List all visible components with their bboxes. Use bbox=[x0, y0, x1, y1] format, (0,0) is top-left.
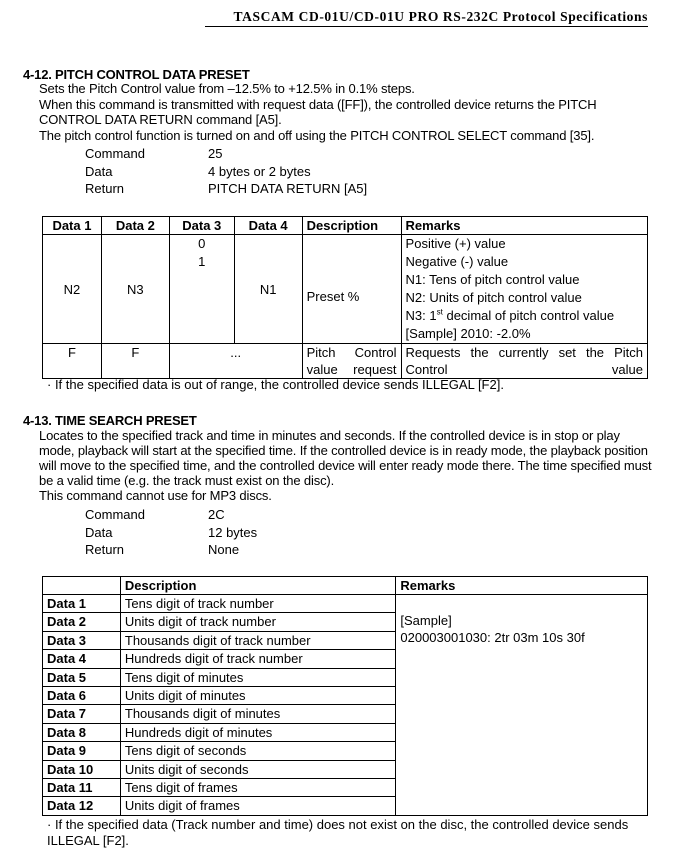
column-header: Data 1 bbox=[43, 217, 102, 235]
remark-text: decimal of pitch control value bbox=[442, 308, 615, 323]
row-description: Tens digit of minutes bbox=[120, 668, 395, 686]
spec-value: PITCH DATA RETURN [A5] bbox=[208, 181, 368, 196]
command-spec bbox=[85, 506, 257, 559]
cell-remarks: Requests the currently set the Pitch Control value bbox=[401, 344, 647, 379]
row-description: Tens digit of track number bbox=[120, 595, 395, 613]
row-label: Data 9 bbox=[43, 742, 121, 760]
cell-data2: N3 bbox=[101, 235, 169, 344]
superscript: st bbox=[436, 307, 443, 317]
row-description: Thousands digit of track number bbox=[120, 631, 395, 649]
row-description: Tens digit of frames bbox=[120, 779, 395, 797]
row-label: Data 11 bbox=[43, 779, 121, 797]
remark-line: [Sample] 2010: -2.0% bbox=[405, 326, 531, 341]
pitch-control-table bbox=[42, 216, 648, 379]
row-description: Units digit of frames bbox=[120, 797, 395, 815]
column-header: Remarks bbox=[401, 217, 647, 235]
spec-value: 25 bbox=[208, 146, 223, 161]
data3-positive: 0 bbox=[198, 236, 206, 251]
row-description: Hundreds digit of track number bbox=[120, 650, 395, 668]
remark-line: N2: Units of pitch control value bbox=[405, 290, 582, 305]
spec-value: 12 bytes bbox=[208, 524, 258, 540]
command-spec bbox=[85, 145, 367, 198]
column-header: Data 4 bbox=[234, 217, 302, 235]
spec-key: Command bbox=[85, 146, 145, 161]
paragraph: Sets the Pitch Control value from –12.5% to +12.5% in 0.1% steps. bbox=[39, 81, 415, 96]
remark-line: Positive (+) value bbox=[405, 236, 506, 251]
time-search-table bbox=[42, 576, 648, 816]
column-header: Description bbox=[302, 217, 401, 235]
row-description: Units digit of minutes bbox=[120, 687, 395, 705]
spec-key: Data bbox=[85, 524, 113, 540]
column-header: Remarks bbox=[396, 577, 648, 595]
section-title-4-13: 4-13. TIME SEARCH PRESET bbox=[23, 413, 197, 428]
document-header: TASCAM CD-01U/CD-01U PRO RS-232C Protocol Specifications bbox=[205, 9, 648, 27]
cell-data1: F bbox=[43, 344, 102, 379]
remark-line: [Sample] bbox=[400, 613, 452, 628]
row-label: Data 7 bbox=[43, 705, 121, 723]
note: · If the specified data is out of range, the controlled device sends ILLEGAL [F2]. bbox=[47, 377, 504, 392]
spec-key: Return bbox=[85, 181, 125, 196]
table-row bbox=[43, 344, 648, 379]
row-label: Data 8 bbox=[43, 723, 121, 741]
cell-data2: F bbox=[101, 344, 169, 379]
row-description: Hundreds digit of minutes bbox=[120, 723, 395, 741]
paragraph: Locates to the specified track and time in minutes and seconds. If the controlled device is in stop or play mode, playback will start at the specified time. If the controlled device is in ready mode, the playback position will move to the specified time, and the controlled device will enter ready mode there. The time specified must be a valid time (e.g. the track must exist on the disc). bbox=[39, 428, 652, 488]
row-label: Data 6 bbox=[43, 687, 121, 705]
cell-remarks bbox=[396, 595, 648, 816]
remark-line: N1: Tens of pitch control value bbox=[405, 272, 580, 287]
spec-key: Data bbox=[85, 163, 113, 179]
column-header: Data 3 bbox=[169, 217, 234, 235]
remark-line: 020003001030: 2tr 03m 10s 30f bbox=[400, 630, 585, 646]
remark-text: N3: 1 bbox=[405, 308, 437, 323]
column-header bbox=[43, 577, 121, 595]
cell-description: Preset % bbox=[302, 235, 401, 344]
cell-description: Pitch Control value request bbox=[302, 344, 401, 379]
spec-key: Command bbox=[85, 507, 145, 522]
cell-data3 bbox=[169, 235, 234, 344]
cell-data1: N2 bbox=[43, 235, 102, 344]
spec-value: 2C bbox=[208, 507, 225, 522]
cell-remarks bbox=[401, 235, 647, 344]
table-row bbox=[43, 235, 648, 344]
row-label: Data 2 bbox=[43, 613, 121, 631]
remark-line bbox=[406, 307, 643, 325]
cell-data4: N1 bbox=[234, 235, 302, 344]
row-label: Data 1 bbox=[43, 595, 121, 613]
table-header-row bbox=[43, 577, 648, 595]
row-label: Data 10 bbox=[43, 760, 121, 778]
row-description: Units digit of seconds bbox=[120, 760, 395, 778]
row-label: Data 5 bbox=[43, 668, 121, 686]
row-description: Tens digit of seconds bbox=[120, 742, 395, 760]
row-label: Data 12 bbox=[43, 797, 121, 815]
row-label: Data 3 bbox=[43, 631, 121, 649]
column-header: Data 2 bbox=[101, 217, 169, 235]
paragraph: This command cannot use for MP3 discs. bbox=[39, 488, 272, 503]
cell-data3-4: ... bbox=[169, 344, 302, 379]
paragraph: When this command is transmitted with request data ([FF]), the controlled device returns the PITCH CONTROL DATA RETURN command [A5]. bbox=[39, 97, 597, 127]
column-header: Description bbox=[120, 577, 395, 595]
paragraph: The pitch control function is turned on and off using the PITCH CONTROL SELECT command [35]. bbox=[39, 128, 595, 143]
note: · If the specified data (Track number and time) does not exist on the disc, the controlled device sends ILLEGAL [F2]. bbox=[47, 817, 629, 848]
table-header-row bbox=[43, 217, 648, 235]
spec-value: 4 bytes or 2 bytes bbox=[208, 163, 311, 179]
row-label: Data 4 bbox=[43, 650, 121, 668]
data3-negative: 1 bbox=[198, 254, 206, 269]
row-description: Units digit of track number bbox=[120, 613, 395, 631]
remark-line: Negative (-) value bbox=[405, 254, 509, 269]
spec-key: Return bbox=[85, 542, 125, 557]
spec-value: None bbox=[208, 542, 240, 557]
section-title-4-12: 4-12. PITCH CONTROL DATA PRESET bbox=[23, 67, 250, 82]
row-description: Thousands digit of minutes bbox=[120, 705, 395, 723]
table-row bbox=[43, 595, 648, 613]
